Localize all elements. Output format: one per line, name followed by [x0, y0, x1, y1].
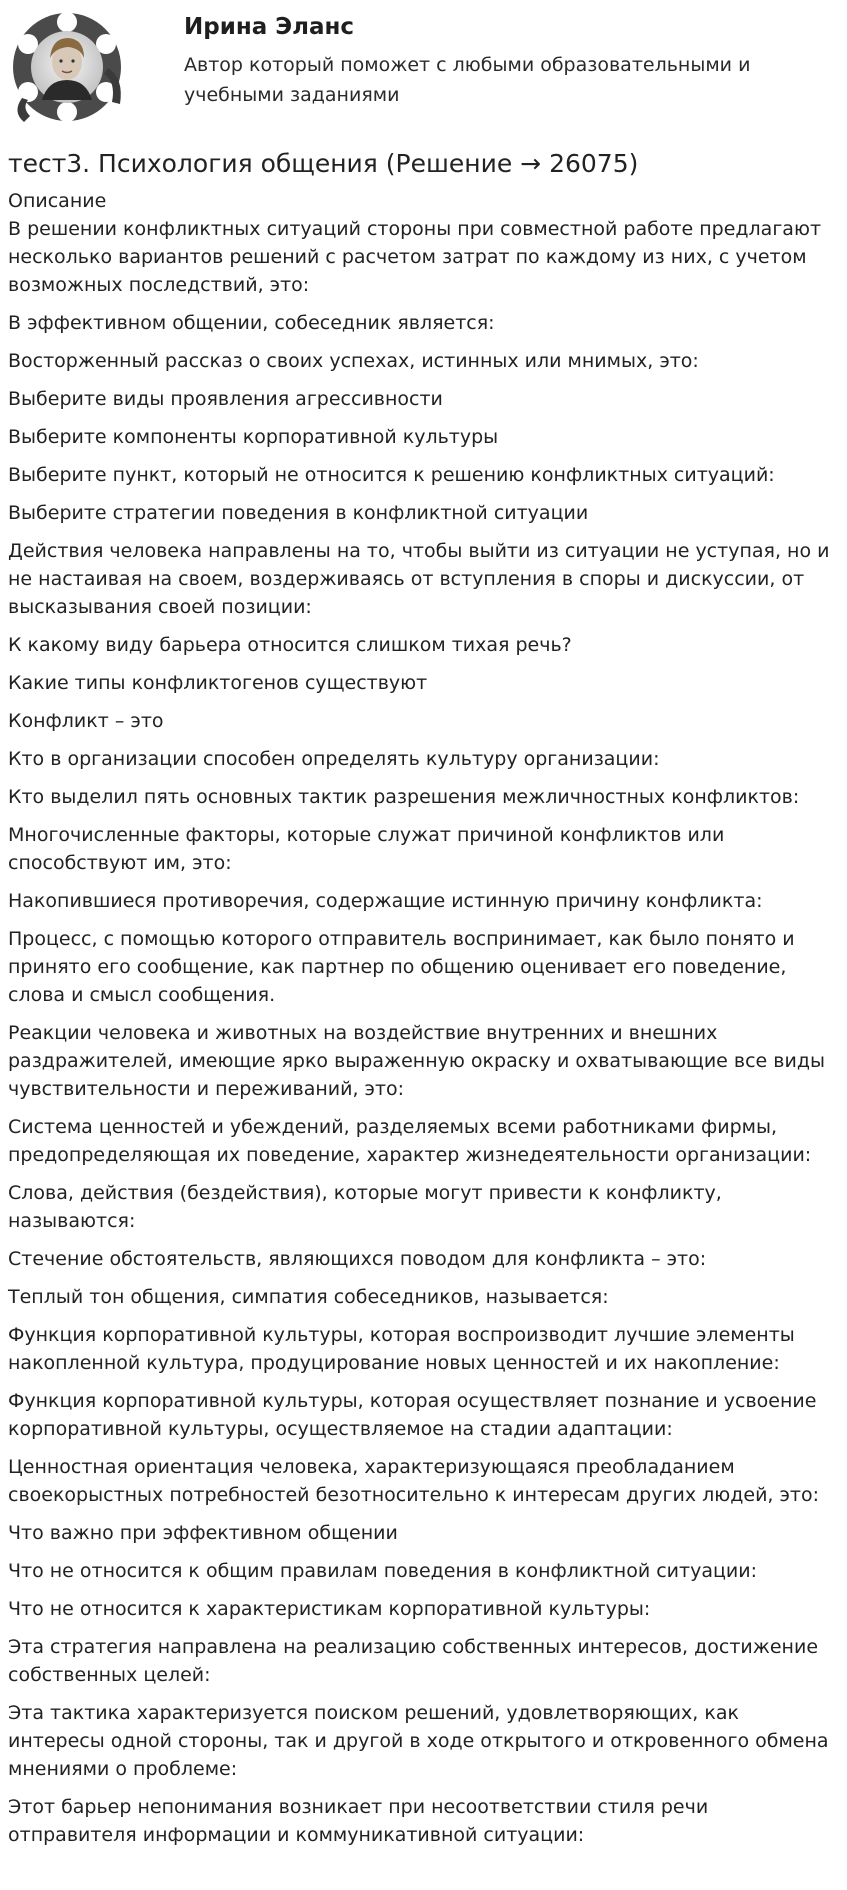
question-item: Что важно при эффективном общении: [8, 1522, 398, 1544]
question-list: [8, 215, 839, 1859]
author-block: [8, 8, 839, 133]
question-item: В эффективном общении, собеседник является:: [8, 312, 495, 334]
description-label: Описание: [8, 190, 107, 212]
question-item: Эта тактика характеризуется поиском решений, удовлетворяющих, как интересы одной стороны, так и другой в ходе открытого и откровенного обмена мнениями о проблеме:: [8, 1702, 829, 1780]
question-item: Система ценностей и убеждений, разделяемых всеми работниками фирмы, предопределяющая их поведение, характер жизнедеятельности организации:: [8, 1116, 812, 1166]
question-item: Что не относится к общим правилам поведения в конфликтной ситуации:: [8, 1560, 757, 1582]
question-item: Конфликт – это: [8, 710, 164, 732]
author-avatar[interactable]: [8, 8, 126, 126]
question-item: Процесс, с помощью которого отправитель воспринимает, как было понято и принято его сообщение, как партнер по общению оценивает его поведение, слова и смысл сообщения.: [8, 928, 795, 1006]
question-item: Многочисленные факторы, которые служат причиной конфликтов или способствуют им, это:: [8, 824, 725, 874]
author-name[interactable]: Ирина Эланс: [184, 14, 355, 40]
question-item: Выберите виды проявления агрессивности: [8, 388, 443, 410]
film-reel-avatar-icon: [8, 8, 126, 126]
question-item: Слова, действия (бездействия), которые могут привести к конфликту, называются:: [8, 1182, 722, 1232]
question-item: Выберите стратегии поведения в конфликтной ситуации: [8, 502, 589, 524]
author-description: Автор который поможет с любыми образовательными и учебными заданиями: [184, 54, 751, 106]
question-item: К какому виду барьера относится слишком тихая речь?: [8, 634, 572, 656]
question-item: Эта стратегия направлена на реализацию собственных интересов, достижение собственных целей:: [8, 1636, 819, 1686]
question-item: Этот барьер непонимания возникает при несоответствии стиля речи отправителя информации и коммуникативной ситуации:: [8, 1796, 709, 1846]
question-item: Стечение обстоятельств, являющихся поводом для конфликта – это:: [8, 1248, 707, 1270]
question-item: Кто в организации способен определять культуру организации:: [8, 748, 660, 770]
question-item: Какие типы конфликтогенов существуют: [8, 672, 428, 694]
page-title: тест3. Психология общения (Решение → 26075): [8, 149, 639, 178]
question-item: Кто выделил пять основных тактик разрешения межличностных конфликтов:: [8, 786, 800, 808]
question-item: В решении конфликтных ситуаций стороны при совместной работе предлагают несколько вариантов решений с расчетом затрат по каждому из них, с учетом возможных последствий, это:: [8, 218, 822, 296]
question-item: Реакции человека и животных на воздействие внутренних и внешних раздражителей, имеющие ярко выраженную окраску и охватывающие все виды чувствительности и переживаний, это:: [8, 1022, 825, 1100]
question-item: Накопившиеся противоречия, содержащие истинную причину конфликта:: [8, 890, 763, 912]
question-item: Функция корпоративной культуры, которая воспроизводит лучшие элементы накопленной культура, продуцирование новых ценностей и их накопление:: [8, 1324, 795, 1374]
question-item: Теплый тон общения, симпатия собеседников, называется:: [8, 1286, 609, 1308]
question-item: Ценностная ориентация человека, характеризующаяся преобладанием своекорыстных потребностей безотносительно к интересам других людей, это:: [8, 1456, 820, 1506]
question-item: Восторженный рассказ о своих успехах, истинных или мнимых, это:: [8, 350, 699, 372]
question-item: Выберите пункт, который не относится к решению конфликтных ситуаций:: [8, 464, 775, 486]
question-item: Функция корпоративной культуры, которая осуществляет познание и усвоение корпоративной культуры, осуществляемое на стадии адаптации:: [8, 1390, 817, 1440]
question-item: Выберите компоненты корпоративной культуры: [8, 426, 499, 448]
question-item: Действия человека направлены на то, чтобы выйти из ситуации не уступая, но и не настаивая на своем, воздерживаясь от вступления в споры и дискуссии, от высказывания своей позиции:: [8, 540, 830, 618]
question-item: Что не относится к характеристикам корпоративной культуры:: [8, 1598, 651, 1620]
